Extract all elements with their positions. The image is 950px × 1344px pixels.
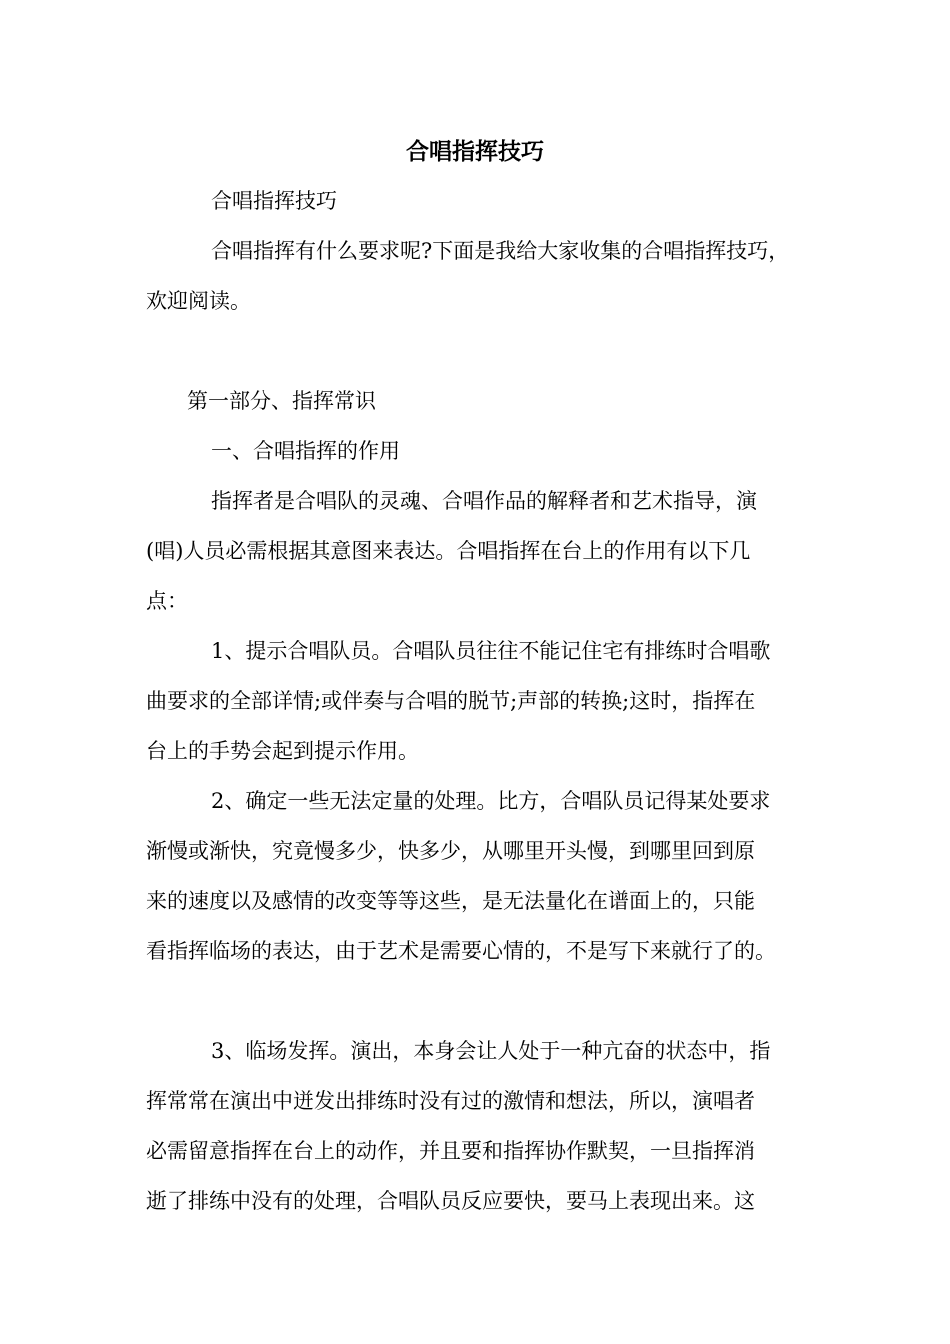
paragraph-line: 点：: [146, 589, 188, 613]
paragraph-line: 逝了排练中没有的处理，合唱队员反应要快，要马上表现出来。这: [146, 1189, 755, 1213]
paragraph-line: 挥常常在演出中迸发出排练时没有过的激情和想法，所以，演唱者: [146, 1089, 755, 1113]
paragraph-line: 台上的手势会起到提示作用。: [146, 739, 419, 763]
subsection-heading: 一、合唱指挥的作用: [211, 439, 400, 463]
intro-line-1: 合唱指挥有什么要求呢?下面是我给大家收集的合唱指挥技巧，: [211, 239, 790, 263]
paragraph-line: 指挥者是合唱队的灵魂、合唱作品的解释者和艺术指导，演: [211, 489, 757, 513]
paragraph-line: 曲要求的全部详情;或伴奏与合唱的脱节;声部的转换;这时，指挥在: [146, 689, 756, 713]
document-title: 合唱指挥技巧: [406, 139, 544, 165]
intro-line-2: 欢迎阅读。: [146, 289, 251, 313]
subtitle-line: 合唱指挥技巧: [211, 189, 337, 213]
paragraph-line: 渐慢或渐快，究竟慢多少，快多少，从哪里开头慢，到哪里回到原: [146, 839, 755, 863]
paragraph-line: (唱)人员必需根据其意图来表达。合唱指挥在台上的作用有以下几: [146, 539, 751, 563]
paragraph-line: 3、临场发挥。演出，本身会让人处于一种亢奋的状态中，指: [211, 1039, 771, 1063]
paragraph-line: 1、提示合唱队员。合唱队员往往不能记住宅有排练时合唱歌: [211, 639, 771, 663]
paragraph-line: 看指挥临场的表达，由于艺术是需要心情的，不是写下来就行了的。: [146, 939, 776, 963]
paragraph-line: 来的速度以及感情的改变等等这些，是无法量化在谱面上的，只能: [146, 889, 755, 913]
section-heading: 第一部分、指挥常识: [187, 389, 376, 413]
paragraph-line: 必需留意指挥在台上的动作，并且要和指挥协作默契，一旦指挥消: [146, 1139, 755, 1163]
paragraph-line: 2、确定一些无法定量的处理。比方，合唱队员记得某处要求: [211, 789, 771, 813]
